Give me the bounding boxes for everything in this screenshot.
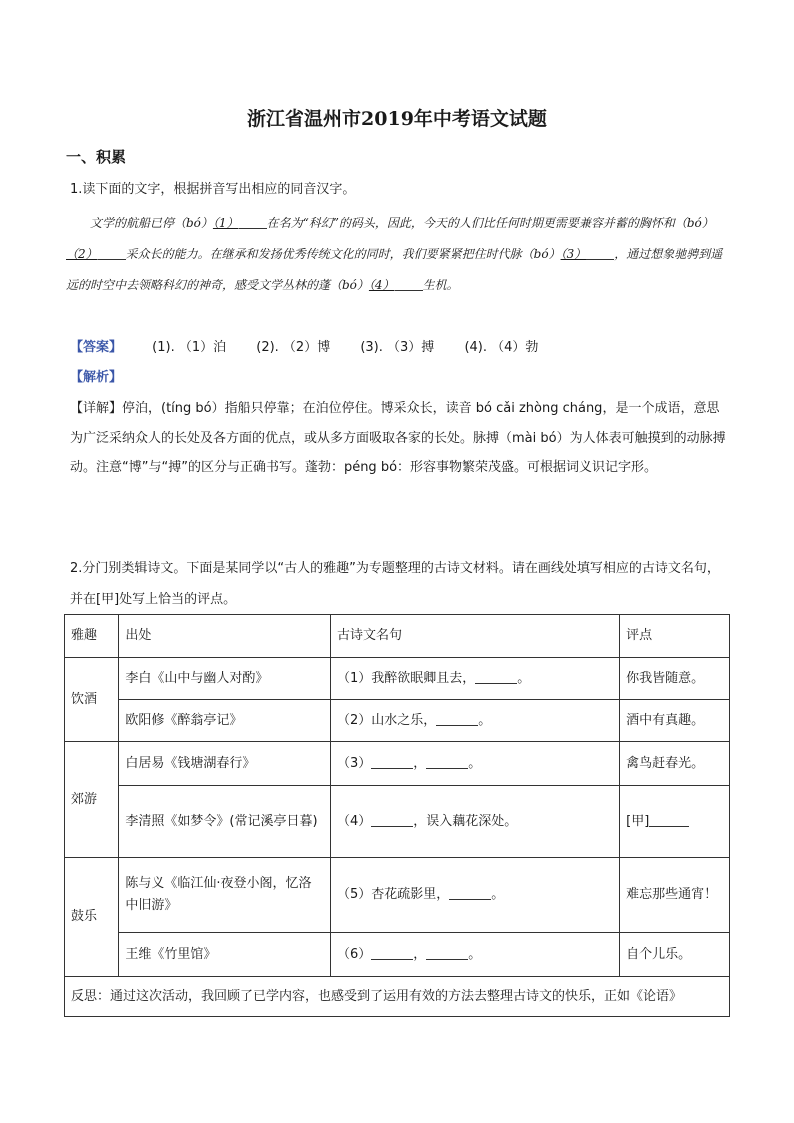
poem-text: ，误入藕花深处。 xyxy=(413,813,518,829)
poem-text: （4） xyxy=(336,813,372,829)
fill-blank[interactable] xyxy=(426,947,468,960)
answer-blank-1[interactable] xyxy=(239,216,267,229)
poem-line-cell xyxy=(330,786,619,858)
detail-text: 停泊，(tíng bó）指船只停靠；在泊位停住。博采众长，读音 bó cǎi zhòng cháng，是一个成语，意思为广泛采纳众人的长处及各方面的优点，或从多方面吸取各家的长处。脉搏（mài bó）为人体表可触摸到的动脉搏动。注意“博”与“搏”的区分与正确书写。蓬勃：péng bó：形容事物繁荣茂盛。可根据词义识记字形。 xyxy=(70,401,726,475)
category-cell: 鼓乐 xyxy=(65,858,119,977)
question-1-stem: 1.读下面的文字，根据拼音写出相应的同音汉字。 xyxy=(70,182,356,197)
comment-cell: 酒中有真趣。 xyxy=(620,700,730,742)
question-2-stem: 2.分门别类辑诗文。下面是某同学以“古人的雅趣”为专题整理的古诗文材料。请在画线处填写相应的古诗文名句，并在[甲]处写上恰当的评点。 xyxy=(70,561,720,607)
source-cell: 白居易《钱塘湖春行》 xyxy=(119,742,331,786)
section-heading: 一、积累 xyxy=(66,148,127,166)
answer-item: (4). （4）勃 xyxy=(464,340,539,355)
poem-table xyxy=(64,614,730,1017)
source-cell: 李清照《如梦令》(常记溪亭日暮) xyxy=(119,786,331,858)
poem-line-cell xyxy=(330,933,619,977)
table-header-row xyxy=(65,615,730,658)
answer-item: (1). （1）泊 xyxy=(152,340,227,355)
poem-text: 。 xyxy=(517,670,531,686)
passage-text: 在名为“科幻”的码头，因此，今天的人们比任何时期更需要兼容并蓄的胸怀和（bó） xyxy=(266,216,714,230)
fill-blank[interactable] xyxy=(475,671,517,684)
poem-line-cell xyxy=(330,858,619,933)
detail-tag: 【详解】 xyxy=(70,401,123,416)
fill-blank[interactable] xyxy=(436,713,478,726)
source-cell: 欧阳修《醉翁亭记》 xyxy=(119,700,331,742)
source-cell: 陈与义《临江仙·夜登小阁，忆洛中旧游》 xyxy=(119,858,331,933)
poem-text: （1）我醉欲眠卿且去， xyxy=(336,670,476,686)
reflection-cell: 反思：通过这次活动，我回顾了已学内容，也感受到了运用有效的方法去整理古诗文的快乐，正如《论语》 xyxy=(65,977,730,1017)
answer-item: (2). （2）博 xyxy=(256,340,331,355)
passage-text: 生机。 xyxy=(422,278,459,292)
blank-label-3: （3） xyxy=(560,247,587,261)
fill-blank[interactable] xyxy=(371,947,413,960)
fill-blank[interactable] xyxy=(371,814,413,827)
comment-cell: 禽鸟赶春光。 xyxy=(620,742,730,786)
passage-text: ，通过想象驰骋到遥远的时空中去领略科幻的神奇，感受文学丛林的蓬（bó） xyxy=(66,247,723,292)
table-row xyxy=(65,742,730,786)
analysis-tag: 【解析】 xyxy=(70,370,123,385)
header-cell: 出处 xyxy=(119,615,331,658)
poem-line-cell xyxy=(330,742,619,786)
poem-text: 。 xyxy=(468,946,482,962)
poem-text: （6） xyxy=(336,946,372,962)
answer-blank-4[interactable] xyxy=(395,278,423,291)
answer-item: (3). （3）搏 xyxy=(360,340,435,355)
poem-text: ， xyxy=(413,755,427,771)
fill-blank[interactable] xyxy=(371,756,413,769)
answer-tag: 【答案】 xyxy=(70,340,123,355)
header-cell: 评点 xyxy=(620,615,730,658)
blank-label-4: （4） xyxy=(368,278,395,292)
blank-label-2: （2） xyxy=(66,247,98,261)
header-cell: 雅趣 xyxy=(65,615,119,658)
table-row xyxy=(65,858,730,933)
page-title: 浙江省温州市2019年中考语文试题 xyxy=(247,108,547,130)
poem-text: （5）杏花疏影里， xyxy=(336,887,450,902)
poem-line-cell xyxy=(330,658,619,700)
poem-text: （3） xyxy=(336,755,372,771)
comment-cell: 难忘那些通宵！ xyxy=(620,858,730,933)
passage-text: 采众长的能力。在继承和发扬优秀传统文化的同时，我们要紧紧把住时代脉（bó） xyxy=(125,247,561,261)
answer-row xyxy=(70,336,538,355)
category-cell: 饮酒 xyxy=(65,658,119,742)
comment-cell: 自个儿乐。 xyxy=(620,933,730,977)
category-cell: 郊游 xyxy=(65,742,119,858)
answer-blank-3[interactable] xyxy=(586,247,614,260)
reflection-row xyxy=(65,977,730,1017)
poem-text: 。 xyxy=(491,887,505,902)
table-row xyxy=(65,700,730,742)
comment-text: [甲] xyxy=(626,813,650,829)
question-1-passage xyxy=(66,208,728,301)
comment-cell xyxy=(620,786,730,858)
fill-blank[interactable] xyxy=(649,814,689,827)
poem-text: 。 xyxy=(468,755,482,771)
header-cell: 古诗文名句 xyxy=(330,615,619,658)
source-cell: 王维《竹里馆》 xyxy=(119,933,331,977)
poem-line-cell xyxy=(330,700,619,742)
blank-label-1: （1） xyxy=(212,216,239,230)
poem-text: 。 xyxy=(478,712,492,728)
answer-blank-2[interactable] xyxy=(98,247,126,260)
fill-blank[interactable] xyxy=(426,756,468,769)
table-row xyxy=(65,933,730,977)
table-row xyxy=(65,658,730,700)
poem-text: ， xyxy=(413,946,427,962)
source-cell: 李白《山中与幽人对酌》 xyxy=(119,658,331,700)
poem-text: （2）山水之乐， xyxy=(336,712,437,728)
passage-text: 文学的航船已停（bó） xyxy=(90,216,213,230)
fill-blank[interactable] xyxy=(449,887,491,900)
comment-cell: 你我皆随意。 xyxy=(620,658,730,700)
analysis-detail xyxy=(70,394,730,483)
table-row xyxy=(65,786,730,858)
